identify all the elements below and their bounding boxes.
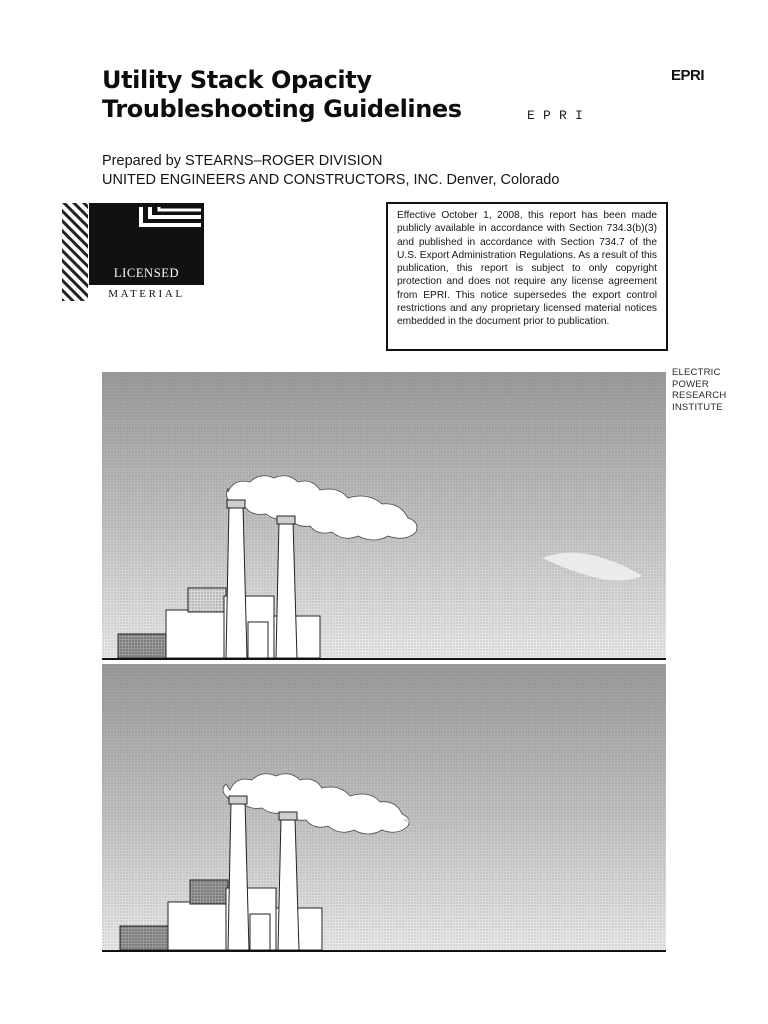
nested-l-icon [89,203,204,265]
epri-typewriter-text: E P R I [527,108,584,123]
logo-licensed-word: LICENSED [113,266,180,280]
upper-panel [102,372,666,660]
preparer-block [102,152,559,190]
institute-line-4: INSTITUTE [672,401,723,413]
report-title-line-2: Troubleshooting Guidelines [102,95,462,123]
logo-material-word: MATERIAL [108,288,185,300]
export-notice-box: Effective October 1, 2008, this report has been made publicly available in accordance with Section 734.3(b)(3) and published in accordance with Section 734.7 of the U.S. Export Administration Regulations. As a result of this publication, this report is subject to only copyright protection and does not require any license agreement from EPRI. This notice supersedes the export control restrictions and any proprietary licensed material notices embedded in the document prior to publication. [386,202,668,351]
report-title-line-1: Utility Stack Opacity [102,66,372,94]
institute-line-1: ELECTRIC [672,367,721,378]
lower-panel [102,664,666,952]
institute-name [672,367,726,413]
power-plant-illustration [102,370,668,955]
epri-logo-text: EPRI [671,67,705,84]
hatch-stripes-icon [62,203,88,301]
preparer-line-2: UNITED ENGINEERS AND CONSTRUCTORS, INC. Denver, Colorado [102,172,560,188]
institute-line-3: RESEARCH [672,390,727,401]
report-title [102,66,462,124]
institute-line-2: POWER [672,378,709,390]
preparer-line-1: Prepared by STEARNS–ROGER DIVISION [102,153,383,169]
licensed-material-logo [62,203,212,303]
